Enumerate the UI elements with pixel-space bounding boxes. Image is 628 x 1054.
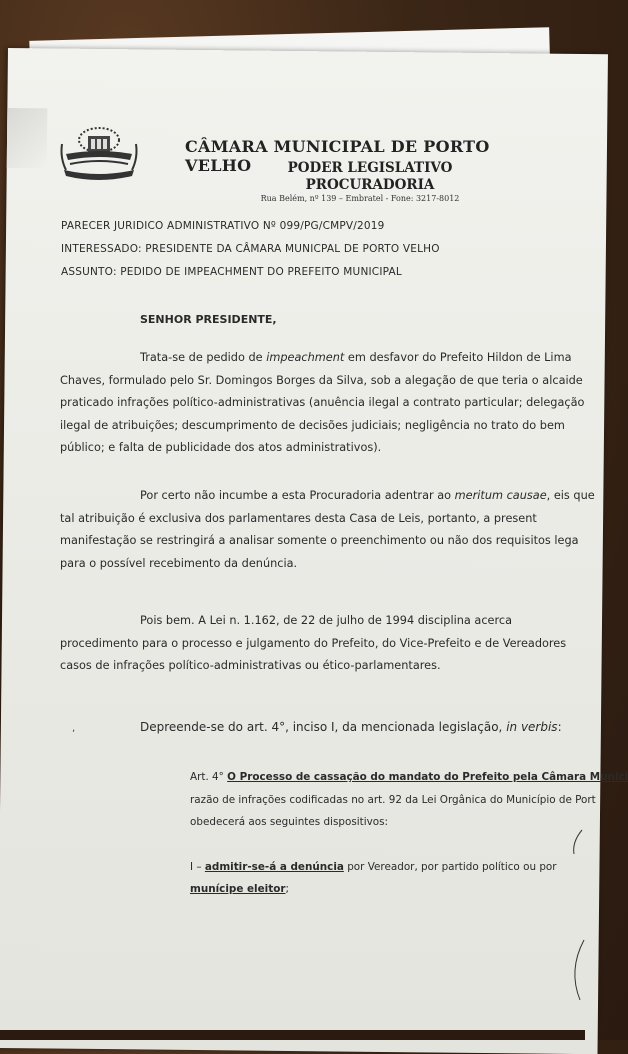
interessado-line: INTERESSADO: PRESIDENTE DA CÂMARA MUNICPAL DE PORTO VELHO [61, 243, 440, 255]
legal-quote: Art. 4° O Processo de cassação do mandato do Prefeito pela Câmara Munici razão de infrações codificadas no art. 92 da Lei Orgânica do Município de Port obedecerá aos seguintes dispositivos: I – admitir-se-á a denúncia por Vereador, por partido político ou por munícipe eleitor; [190, 771, 628, 895]
page-fold-shadow [7, 108, 48, 168]
address-line: Rua Belém, nº 139 – Embratel - Fone: 3217-8012 [260, 194, 460, 203]
greeting: SENHOR PRESIDENTE, [140, 313, 277, 326]
branch-title: PODER LEGISLATIVO [287, 160, 453, 176]
table-surface [0, 1030, 585, 1040]
parecer-number: PARECER JURIDICO ADMINISTRATIVO Nº 099/PG/CMPV/2019 [61, 220, 385, 232]
paragraph-1: Trata-se de pedido de impeachment em desfavor do Prefeito Hildon de Lima Chaves, formulado pelo Sr. Domingos Borges da Silva, sob a alegação de que teria o alcaide praticado infrações político-administrativas (anuência ilegal a contrato particular; delegação ilegal de atribuições; descumprimento de decisões judiciais; negligência no trato do bem público; e falta de publicidade dos atos administrativos). [60, 351, 585, 454]
paragraph-2: Por certo não incumbe a esta Procuradoria adentrar ao meritum causae, eis que tal atribuição é exclusiva dos parlamentares desta Casa de Leis, portanto, a present manifestação se restringirá a analisar somente o preenchimento ou não dos requisitos lega para o possível recebimento da denúncia. [60, 489, 595, 570]
signature-stroke [560, 820, 585, 1020]
paragraph-4: Depreende-se do art. 4°, inciso I, da mencionada legislação, in verbis: [140, 720, 562, 734]
paragraph-3: Pois bem. A Lei n. 1.162, de 22 de julho de 1994 disciplina acerca procedimento para o processo e julgamento do Prefeito, do Vice-Prefeito e de Vereadores casos de infrações político-administrativas ou ético-parlamentares. [60, 614, 567, 672]
institution-title: CÂMARA MUNICIPAL DE PORTO VELHO [185, 137, 490, 175]
department-title: PROCURADORIA [305, 177, 435, 193]
pen-mark: , [72, 723, 76, 734]
assunto-line: ASSUNTO: PEDIDO DE IMPEACHMENT DO PREFEITO MUNICIPAL [61, 266, 402, 278]
coat-of-arms-icon [60, 118, 138, 188]
